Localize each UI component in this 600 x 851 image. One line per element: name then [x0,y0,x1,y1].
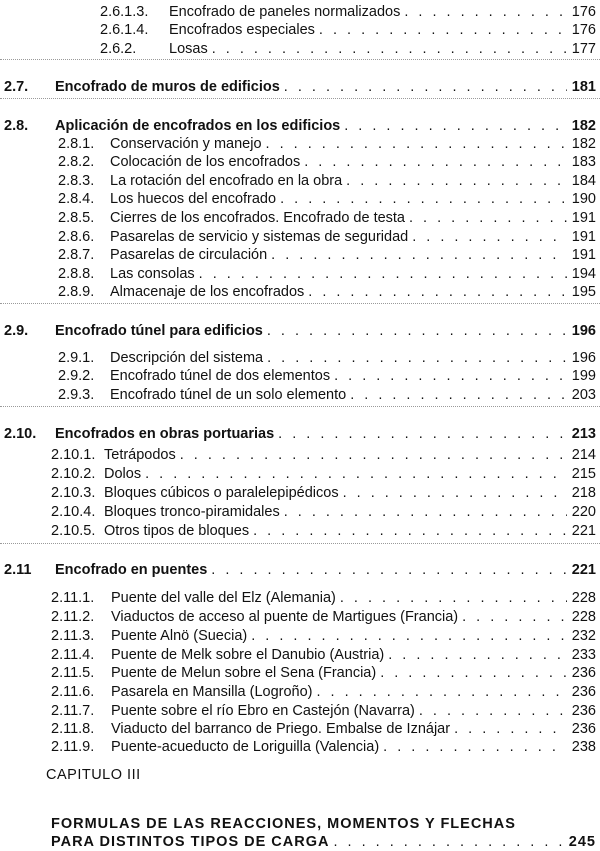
leader-dots [350,386,567,404]
divider [0,543,600,544]
toc-page-number: 196 [571,350,596,366]
toc-entry-title: La rotación del encofrado en la obra [110,173,343,189]
toc-entry-title: Pasarelas de servicio y sistemas de seguridad [110,229,409,245]
toc-page-number: 236 [571,665,596,681]
toc-subsection-entry [51,683,596,701]
toc-page-number: 199 [571,368,596,384]
toc-page-number: 176 [571,22,596,38]
toc-entry-number: 2.8.3. [58,173,95,189]
toc-subsection-entry [58,190,596,208]
toc-entry-number: 2.8.6. [58,229,95,245]
toc-entry-number: 2.8.2. [58,154,95,170]
leader-dots [212,40,567,58]
toc-page-number: 236 [571,703,596,719]
toc-page-number: 236 [571,721,596,737]
leader-dots [317,683,568,701]
toc-page-number: 232 [571,628,596,644]
toc-entry-number: 2.11.3. [51,628,95,644]
toc-entry-title: Encofrado de muros de edificios [55,79,280,95]
toc-entry-number: 2.9.2. [58,368,95,384]
toc-entry-number: 2.8.9. [58,284,95,300]
toc-section-entry [4,322,596,340]
toc-entry-title: Encofrado en puentes [55,562,208,578]
toc-subsection-entry [51,465,596,483]
leader-dots [462,608,567,626]
toc-page-number: 195 [571,284,596,300]
toc-page-number: 215 [571,466,596,482]
toc-page-number: 213 [571,426,596,442]
toc-page-number: 184 [571,173,596,189]
toc-entry-number: 2.11.4. [51,647,95,663]
toc-section-entry [4,117,596,135]
toc-entry-number: 2.8.1. [58,136,95,152]
toc-page-number: 191 [571,210,596,226]
chapter-heading-entry [51,833,596,851]
toc-entry-number: 2.9. [4,323,29,339]
toc-entry-number: 2.11.6. [51,684,95,700]
toc-entry-title: Conservación y manejo [110,136,262,152]
toc-entry-title: Colocación de los encofrados [110,154,301,170]
toc-entry-title: Aplicación de encofrados en los edificios [55,118,341,134]
toc-entry-title: Encofrados en obras portuarias [55,426,275,442]
toc-entry-title: Pasarelas de circulación [110,247,268,263]
toc-entry-number: 2.8.8. [58,266,95,282]
toc-subsection-entry [58,367,596,385]
toc-section-entry [4,78,596,96]
toc-subsection-entry [58,386,596,404]
toc-entry-number: 2.10.2. [51,466,96,482]
leader-dots [340,589,567,607]
toc-page-number: 194 [571,266,596,282]
toc-subsection-entry [51,646,596,664]
chapter-heading-line-2: PARA DISTINTOS TIPOS DE CARGA [51,834,330,850]
toc-section-entry [4,561,596,579]
toc-subsection-entry [58,228,596,246]
toc-entry-title: Dolos [104,466,142,482]
toc-entry-number: 2.11.8. [51,721,95,737]
leader-dots [180,446,567,464]
leader-dots [388,646,567,664]
toc-entry-number: 2.11.2. [51,609,95,625]
toc-entry-number: 2.7. [4,79,29,95]
toc-page-number: 183 [571,154,596,170]
leader-dots [280,190,567,208]
toc-entry-title: Viaducto del barranco de Priego. Embalse de Iznájar [111,721,451,737]
toc-entry-title: Puente Alnö (Suecia) [111,628,248,644]
toc-entry-title: Encofrado túnel para edificios [55,323,263,339]
toc-page-number: 177 [571,41,596,57]
toc-entry-number: 2.11 [4,562,32,578]
chapter-heading-line-1: FORMULAS DE LAS REACCIONES, MOMENTOS Y FLECHAS [51,816,516,832]
leader-dots [284,78,567,96]
toc-entry-title: Encofrado túnel de dos elementos [110,368,331,384]
toc-page-number: 220 [571,504,596,520]
leader-dots [304,153,567,171]
leader-dots [267,322,567,340]
toc-page-number: 182 [571,136,596,152]
leader-dots [267,349,567,367]
toc-page-number: 196 [571,323,596,339]
toc-subsection-entry [58,135,596,153]
toc-subsection-entry [51,446,596,464]
leader-dots [333,833,565,851]
toc-entry-title: Pasarela en Mansilla (Logroño) [111,684,313,700]
toc-entry-number: 2.9.3. [58,387,95,403]
toc-entry-title: Puente sobre el río Ebro en Castejón (Navarra) [111,703,415,719]
chapter-label: CAPITULO III [46,767,141,783]
toc-page-number: 238 [571,739,596,755]
leader-dots [454,720,567,738]
toc-entry-number: 2.11.5. [51,665,95,681]
toc-page-number: 218 [571,485,596,501]
toc-subsection-entry [51,522,596,540]
toc-entry-title: Puente de Melun sobre el Sena (Francia) [111,665,377,681]
toc-entry-title: Los huecos del encofrado [110,191,277,207]
toc-entry-number: 2.10.4. [51,504,96,520]
leader-dots [145,465,567,483]
toc-entry-number: 2.8.7. [58,247,95,263]
toc-entry-number: 2.10.1. [51,447,96,463]
toc-entry-title: Puente-acueducto de Loriguilla (Valencia) [111,739,380,755]
toc-subsection-entry [58,172,596,190]
leader-dots [383,738,567,756]
leader-dots [380,664,567,682]
toc-entry-number: 2.6.2. [100,41,137,57]
toc-subsection-entry [58,349,596,367]
toc-subsection-entry [100,40,596,58]
toc-page-number: 228 [571,609,596,625]
leader-dots [319,21,567,39]
toc-subsection-entry [51,503,596,521]
toc-entry-title: Tetrápodos [104,447,176,463]
toc-page-number: 228 [571,590,596,606]
toc-entry-title: Encofrados especiales [169,22,315,38]
toc-page-number: 182 [571,118,596,134]
toc-subsection-entry [58,265,596,283]
divider [0,303,600,304]
toc-page-number: 190 [571,191,596,207]
toc-entry-number: 2.11.7. [51,703,95,719]
toc-entry-title: Bloques tronco-piramidales [104,504,280,520]
leader-dots [346,172,567,190]
toc-page-number: 181 [571,79,596,95]
toc-subsection-entry [100,21,596,39]
toc-page-number: 221 [571,523,596,539]
leader-dots [284,503,567,521]
toc-subsection-entry [58,283,596,301]
toc-entry-title: Almacenaje de los encofrados [110,284,305,300]
leader-dots [404,3,567,21]
leader-dots [343,484,567,502]
toc-entry-number: 2.10.3. [51,485,96,501]
toc-entry-number: 2.11.1. [51,590,95,606]
toc-entry-title: Puente de Melk sobre el Danubio (Austria) [111,647,385,663]
leader-dots [419,702,567,720]
leader-dots [334,367,567,385]
toc-entry-number: 2.8. [4,118,29,134]
toc-entry-number: 2.9.1. [58,350,95,366]
toc-section-entry [4,425,596,443]
toc-subsection-entry [58,153,596,171]
toc-entry-number: 2.8.4. [58,191,95,207]
toc-entry-number: 2.10. [4,426,37,442]
toc-entry-title: Losas [169,41,208,57]
toc-entry-title: Encofrado de paneles normalizados [169,4,401,20]
leader-dots [271,246,567,264]
toc-page-number: 221 [571,562,596,578]
toc-subsection-entry [58,246,596,264]
toc-entry-number: 2.10.5. [51,523,96,539]
toc-entry-number: 2.11.9. [51,739,95,755]
leader-dots [199,265,567,283]
toc-page-number: 176 [571,4,596,20]
leader-dots [344,117,567,135]
toc-entry-number: 2.6.1.3. [100,4,149,20]
leader-dots [266,135,567,153]
toc-page-number: 203 [571,387,596,403]
toc-entry-title: Otros tipos de bloques [104,523,250,539]
toc-entry-number: 2.8.5. [58,210,95,226]
toc-entry-title: Las consolas [110,266,195,282]
toc-entry-title: Descripción del sistema [110,350,264,366]
toc-subsection-entry [51,664,596,682]
toc-entry-number: 2.6.1.4. [100,22,149,38]
leader-dots [278,425,567,443]
toc-subsection-entry [51,484,596,502]
toc-subsection-entry [100,3,596,21]
chapter-page-number: 245 [568,834,596,850]
divider [0,406,600,407]
divider [0,98,600,99]
leader-dots [308,283,567,301]
toc-subsection-entry [51,608,596,626]
leader-dots [412,228,567,246]
toc-entry-title: Encofrado túnel de un solo elemento [110,387,347,403]
toc-entry-title: Viaductos de acceso al puente de Martigues (Francia) [111,609,459,625]
toc-subsection-entry [58,209,596,227]
toc-page-number: 191 [571,229,596,245]
toc-page-number: 233 [571,647,596,663]
leader-dots [211,561,567,579]
toc-entry-title: Cierres de los encofrados. Encofrado de testa [110,210,405,226]
toc-subsection-entry [51,702,596,720]
toc-subsection-entry [51,589,596,607]
toc-subsection-entry [51,720,596,738]
toc-subsection-entry [51,738,596,756]
leader-dots [253,522,567,540]
divider [0,59,600,60]
toc-page-number: 236 [571,684,596,700]
toc-entry-title: Puente del valle del Elz (Alemania) [111,590,336,606]
toc-subsection-entry [51,627,596,645]
leader-dots [251,627,567,645]
toc-page-number: 191 [571,247,596,263]
leader-dots [409,209,567,227]
toc-entry-title: Bloques cúbicos o paralelepipédicos [104,485,339,501]
toc-page-number: 214 [571,447,596,463]
